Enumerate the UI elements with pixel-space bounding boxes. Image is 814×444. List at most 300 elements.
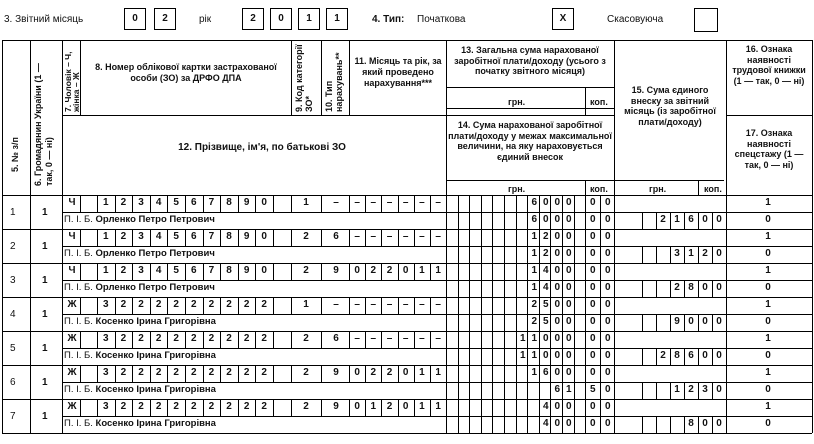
special-experience-flag[interactable]: 0 — [765, 384, 771, 395]
total-sum-digit[interactable]: 0 — [589, 197, 596, 208]
id-digit-cell[interactable]: 2 — [120, 401, 127, 412]
id-digit-cell[interactable]: 2 — [226, 299, 232, 310]
type-initial-checkbox[interactable]: X — [552, 8, 574, 30]
contribution-digit[interactable]: 1 — [674, 384, 680, 395]
sex-cell[interactable]: Ч — [68, 265, 76, 276]
contribution-digit[interactable]: 0 — [702, 282, 708, 293]
contribution-digit[interactable]: 8 — [674, 350, 680, 361]
capped-sum-digit[interactable]: 0 — [554, 214, 561, 225]
total-sum-digit[interactable]: 0 — [589, 367, 596, 378]
fio-cell[interactable] — [64, 315, 216, 329]
id-digit-cell[interactable]: 6 — [191, 197, 197, 208]
total-sum-digit[interactable]: 0 — [565, 367, 572, 378]
total-sum-digit[interactable]: 1 — [531, 231, 538, 242]
total-sum-digit[interactable]: 0 — [554, 367, 561, 378]
total-sum-digit[interactable]: 0 — [565, 265, 572, 276]
capped-sum-digit[interactable]: 0 — [604, 316, 611, 327]
id-digit-cell[interactable]: 2 — [155, 401, 162, 412]
header-8: 8. Номер облікової картки застрахованої особи (ЗО) за ДРФО ДПА — [95, 62, 277, 83]
id-digit-cell[interactable]: 0 — [261, 265, 267, 276]
total-sum-digit[interactable]: 4 — [542, 265, 549, 276]
period-digit-cell[interactable]: – — [370, 197, 377, 208]
contribution-digit[interactable]: 9 — [674, 316, 680, 327]
total-sum-digit[interactable]: 5 — [542, 299, 549, 310]
contribution-digit[interactable]: 0 — [716, 384, 722, 395]
period-digit-cell[interactable]: – — [435, 231, 441, 242]
accrual-type-cell[interactable]: – — [333, 197, 339, 208]
capped-sum-digit[interactable]: 0 — [554, 350, 561, 361]
citizen-flag[interactable]: 1 — [42, 275, 48, 286]
capped-sum-digit[interactable]: 5 — [542, 316, 549, 327]
total-sum-digit[interactable]: 0 — [604, 299, 611, 310]
id-digit-cell[interactable]: 7 — [208, 265, 215, 276]
capped-sum-digit[interactable]: 0 — [604, 214, 611, 225]
category-cell[interactable]: 1 — [303, 197, 309, 208]
cell-line — [80, 195, 81, 212]
period-digit-cell[interactable]: – — [354, 197, 360, 208]
special-experience-flag[interactable]: 0 — [765, 350, 771, 361]
id-digit-cell[interactable]: 2 — [138, 401, 144, 412]
full-name: Орленко Петро Петрович — [95, 282, 215, 293]
period-digit-cell[interactable]: – — [435, 333, 441, 344]
id-digit-cell[interactable]: 2 — [261, 401, 267, 412]
id-digit-cell[interactable]: 2 — [243, 401, 250, 412]
contribution-digit[interactable]: 2 — [688, 384, 694, 395]
fio-cell[interactable] — [64, 417, 216, 431]
id-digit-cell[interactable]: 2 — [261, 367, 267, 378]
category-cell[interactable]: 2 — [303, 265, 309, 276]
special-experience-flag[interactable]: 0 — [765, 316, 771, 327]
period-digit-cell[interactable]: – — [419, 299, 425, 310]
contribution-digit[interactable]: 3 — [674, 248, 680, 259]
id-digit-cell[interactable]: 2 — [155, 333, 162, 344]
period-digit-cell[interactable]: – — [386, 333, 393, 344]
sex-cell[interactable]: Ж — [67, 299, 77, 310]
capped-sum-digit[interactable]: 0 — [554, 248, 561, 259]
id-digit-cell[interactable]: 3 — [103, 367, 109, 378]
capped-sum-digit[interactable]: 0 — [589, 248, 596, 259]
capped-sum-digit[interactable]: 0 — [554, 282, 561, 293]
capped-sum-digit[interactable]: 0 — [565, 282, 572, 293]
period-digit-cell[interactable]: – — [386, 299, 393, 310]
fio-cell[interactable] — [64, 213, 215, 227]
total-sum-digit[interactable]: 0 — [565, 197, 572, 208]
id-digit-cell[interactable]: 1 — [103, 231, 109, 242]
period-digit-cell[interactable]: 2 — [386, 367, 393, 378]
total-sum-digit[interactable]: 6 — [542, 367, 549, 378]
period-digit-cell[interactable]: 0 — [402, 367, 409, 378]
total-sum-digit[interactable]: 0 — [565, 299, 572, 310]
id-digit-cell[interactable]: 2 — [120, 197, 127, 208]
contribution-digit[interactable]: 2 — [674, 282, 680, 293]
id-digit-cell[interactable]: 2 — [120, 299, 127, 310]
id-digit-cell[interactable]: 2 — [243, 299, 250, 310]
id-digit-cell[interactable]: 4 — [155, 197, 162, 208]
capped-sum-digit[interactable]: 2 — [531, 316, 538, 327]
type-initial-label: Початкова — [417, 14, 466, 25]
period-digit-cell[interactable]: – — [370, 231, 377, 242]
row-number: 6 — [10, 377, 16, 388]
citizen-flag[interactable]: 1 — [42, 411, 48, 422]
period-digit-cell[interactable]: 0 — [354, 367, 360, 378]
capped-sum-digit[interactable]: 1 — [531, 248, 538, 259]
period-digit-cell[interactable]: 0 — [354, 401, 360, 412]
total-sum-digit[interactable]: 0 — [589, 333, 596, 344]
capped-sum-digit[interactable]: 5 — [589, 384, 596, 395]
capped-sum-digit[interactable]: 0 — [565, 248, 572, 259]
period-digit-cell[interactable]: – — [402, 333, 409, 344]
total-sum-digit[interactable]: 1 — [531, 367, 538, 378]
total-sum-digit[interactable]: 0 — [554, 401, 561, 412]
period-digit-cell[interactable]: 2 — [370, 265, 377, 276]
id-digit-cell[interactable]: 2 — [120, 265, 127, 276]
id-digit-cell[interactable]: 7 — [208, 231, 215, 242]
capped-sum-digit[interactable]: 1 — [519, 350, 526, 361]
header-10: 10. Тип нарахувань** — [324, 52, 344, 112]
capped-sum-digit[interactable]: 0 — [542, 350, 549, 361]
category-cell[interactable]: 2 — [303, 333, 309, 344]
total-sum-digit[interactable]: 0 — [604, 333, 611, 344]
year-digit-4[interactable]: 1 — [326, 8, 348, 30]
special-experience-flag[interactable]: 0 — [765, 248, 771, 259]
contribution-digit[interactable]: 1 — [688, 248, 694, 259]
fio-cell[interactable] — [64, 383, 216, 397]
citizen-flag[interactable]: 1 — [42, 343, 48, 354]
cell-line — [469, 195, 470, 229]
id-digit-cell[interactable]: 2 — [208, 333, 215, 344]
capped-sum-digit[interactable]: 6 — [531, 214, 538, 225]
id-digit-cell[interactable]: 8 — [226, 265, 232, 276]
id-digit-cell[interactable]: 2 — [173, 367, 179, 378]
contribution-digit[interactable]: 6 — [688, 214, 694, 225]
period-digit-cell[interactable]: 0 — [402, 401, 409, 412]
period-digit-cell[interactable]: 1 — [419, 401, 425, 412]
period-digit-cell[interactable]: – — [419, 231, 425, 242]
contribution-digit[interactable]: 0 — [702, 316, 708, 327]
category-cell[interactable]: 2 — [303, 231, 309, 242]
id-digit-cell[interactable]: 6 — [191, 265, 197, 276]
capped-sum-digit[interactable]: 0 — [565, 316, 572, 327]
id-digit-cell[interactable]: 2 — [243, 367, 250, 378]
capped-sum-digit[interactable]: 0 — [589, 316, 596, 327]
period-digit-cell[interactable]: – — [402, 231, 409, 242]
total-sum-digit[interactable]: 6 — [531, 197, 538, 208]
row-number: 1 — [10, 207, 16, 218]
capped-sum-digit[interactable]: 2 — [542, 248, 549, 259]
category-cell[interactable]: 1 — [303, 299, 309, 310]
total-sum-digit[interactable]: 0 — [604, 231, 611, 242]
total-sum-digit[interactable]: 0 — [589, 231, 596, 242]
capped-sum-digit[interactable]: 0 — [589, 214, 596, 225]
contribution-digit[interactable]: 0 — [702, 350, 708, 361]
period-digit-cell[interactable]: 1 — [435, 401, 441, 412]
period-digit-cell[interactable]: – — [435, 299, 441, 310]
id-digit-cell[interactable]: 5 — [173, 265, 179, 276]
period-digit-cell[interactable]: – — [419, 333, 425, 344]
id-digit-cell[interactable]: 2 — [208, 367, 215, 378]
total-sum-digit[interactable]: 2 — [531, 299, 538, 310]
total-sum-digit[interactable]: 0 — [565, 231, 572, 242]
contribution-digit[interactable]: 6 — [688, 350, 694, 361]
id-digit-cell[interactable]: 3 — [138, 197, 144, 208]
total-sum-digit[interactable]: 0 — [604, 401, 611, 412]
sex-cell[interactable]: Ж — [67, 333, 77, 344]
total-sum-digit[interactable]: 0 — [554, 299, 561, 310]
id-digit-cell[interactable]: 2 — [208, 299, 215, 310]
contribution-digit[interactable]: 8 — [688, 418, 694, 429]
id-digit-cell[interactable]: 2 — [173, 401, 179, 412]
id-digit-cell[interactable]: 2 — [226, 401, 232, 412]
period-digit-cell[interactable]: – — [354, 299, 360, 310]
period-digit-cell[interactable]: 1 — [370, 401, 377, 412]
id-digit-cell[interactable]: 2 — [191, 367, 197, 378]
capped-sum-digit[interactable]: 0 — [589, 350, 596, 361]
total-sum-digit[interactable]: 0 — [554, 197, 561, 208]
capped-sum-digit[interactable]: 6 — [554, 384, 561, 395]
contribution-digit[interactable]: 0 — [702, 214, 708, 225]
id-digit-cell[interactable]: 2 — [261, 299, 267, 310]
month-digit-1[interactable]: 0 — [124, 8, 146, 30]
work-book-flag[interactable]: 1 — [765, 333, 771, 344]
capped-sum-digit[interactable]: 0 — [604, 282, 611, 293]
accrual-type-cell[interactable]: 9 — [333, 401, 339, 412]
citizen-flag[interactable]: 1 — [42, 241, 48, 252]
citizen-flag[interactable]: 1 — [42, 377, 48, 388]
type-cancel-checkbox[interactable] — [694, 8, 718, 32]
sex-cell[interactable]: Ч — [68, 197, 76, 208]
id-digit-cell[interactable]: 3 — [138, 231, 144, 242]
id-digit-cell[interactable]: 2 — [243, 333, 250, 344]
id-digit-cell[interactable]: 2 — [173, 299, 179, 310]
sex-cell[interactable]: Ж — [67, 367, 77, 378]
total-sum-digit[interactable]: 1 — [531, 333, 538, 344]
capped-sum-digit[interactable]: 4 — [542, 282, 549, 293]
total-sum-digit[interactable]: 0 — [565, 333, 572, 344]
id-digit-cell[interactable]: 2 — [191, 333, 197, 344]
total-sum-digit[interactable]: 0 — [554, 265, 561, 276]
work-book-flag[interactable]: 1 — [765, 367, 771, 378]
capped-sum-digit[interactable]: 1 — [531, 282, 538, 293]
id-digit-cell[interactable]: 3 — [103, 333, 109, 344]
contribution-digit[interactable]: 0 — [716, 214, 722, 225]
capped-sum-digit[interactable]: 4 — [542, 418, 549, 429]
id-digit-cell[interactable]: 2 — [226, 333, 232, 344]
total-sum-digit[interactable]: 0 — [554, 333, 561, 344]
capped-sum-digit[interactable]: 0 — [554, 316, 561, 327]
year-digit-3[interactable]: 1 — [298, 8, 320, 30]
period-digit-cell[interactable]: – — [419, 197, 425, 208]
id-digit-cell[interactable]: 1 — [103, 265, 109, 276]
id-digit-cell[interactable]: 2 — [120, 367, 127, 378]
id-digit-cell[interactable]: 2 — [191, 299, 197, 310]
accrual-type-cell[interactable]: 9 — [333, 367, 339, 378]
total-sum-digit[interactable]: 0 — [604, 367, 611, 378]
header-9: 9. Код категорії ЗО* — [294, 44, 314, 112]
id-digit-cell[interactable]: 3 — [138, 265, 144, 276]
period-digit-cell[interactable]: – — [435, 197, 441, 208]
capped-sum-digit[interactable]: 1 — [565, 384, 572, 395]
sex-cell[interactable]: Ч — [68, 231, 76, 242]
id-digit-cell[interactable]: 5 — [173, 197, 179, 208]
sex-cell[interactable]: Ж — [67, 401, 77, 412]
total-sum-digit[interactable]: 0 — [604, 197, 611, 208]
contribution-digit[interactable]: 2 — [702, 248, 708, 259]
period-digit-cell[interactable]: 1 — [419, 367, 425, 378]
id-digit-cell[interactable]: 7 — [208, 197, 215, 208]
accrual-type-cell[interactable]: 6 — [333, 231, 339, 242]
id-digit-cell[interactable]: 2 — [261, 333, 267, 344]
id-digit-cell[interactable]: 9 — [243, 265, 250, 276]
citizen-flag[interactable]: 1 — [42, 309, 48, 320]
id-digit-cell[interactable]: 2 — [138, 299, 144, 310]
id-digit-cell[interactable]: 9 — [243, 231, 250, 242]
id-digit-cell[interactable]: 0 — [261, 197, 267, 208]
total-sum-digit[interactable]: 1 — [519, 333, 526, 344]
total-sum-digit[interactable]: 0 — [589, 401, 596, 412]
id-digit-cell[interactable]: 2 — [208, 401, 215, 412]
id-digit-cell[interactable]: 8 — [226, 231, 232, 242]
special-experience-flag[interactable]: 0 — [765, 214, 771, 225]
total-sum-digit[interactable]: 4 — [542, 401, 549, 412]
total-sum-digit[interactable]: 0 — [554, 231, 561, 242]
header-14-grn: грн. — [508, 184, 526, 194]
total-sum-digit[interactable]: 1 — [531, 265, 538, 276]
id-digit-cell[interactable]: 5 — [173, 231, 179, 242]
id-digit-cell[interactable]: 2 — [155, 299, 162, 310]
period-digit-cell[interactable]: 2 — [370, 367, 377, 378]
period-digit-cell[interactable]: – — [386, 231, 393, 242]
id-digit-cell[interactable]: 2 — [138, 367, 144, 378]
capped-sum-digit[interactable]: 0 — [589, 418, 596, 429]
contribution-digit[interactable]: 0 — [716, 248, 722, 259]
contribution-digit[interactable]: 0 — [688, 316, 694, 327]
cell-line — [642, 246, 643, 263]
period-digit-cell[interactable]: – — [370, 333, 377, 344]
capped-sum-digit[interactable]: 0 — [604, 418, 611, 429]
id-digit-cell[interactable]: 1 — [103, 197, 109, 208]
cell-line — [492, 297, 493, 331]
id-digit-cell[interactable]: 3 — [103, 299, 109, 310]
id-digit-cell[interactable]: 2 — [138, 333, 144, 344]
contribution-digit[interactable]: 0 — [716, 418, 722, 429]
id-digit-cell[interactable]: 2 — [120, 333, 127, 344]
period-digit-cell[interactable]: 2 — [386, 401, 393, 412]
total-sum-digit[interactable]: 0 — [589, 265, 596, 276]
cell-line — [504, 331, 505, 365]
capped-sum-digit[interactable]: 1 — [531, 350, 538, 361]
capped-sum-digit[interactable]: 0 — [565, 350, 572, 361]
id-digit-cell[interactable]: 2 — [120, 231, 127, 242]
accrual-type-cell[interactable]: 9 — [333, 265, 339, 276]
header-7: 7. Чоловік – Ч, жінка – Ж — [63, 51, 81, 112]
id-digit-cell[interactable]: 3 — [103, 401, 109, 412]
year-digit-1[interactable]: 2 — [242, 8, 264, 30]
period-digit-cell[interactable]: 0 — [402, 265, 409, 276]
year-digit-2[interactable]: 0 — [270, 8, 292, 30]
period-digit-cell[interactable]: – — [354, 333, 360, 344]
id-digit-cell[interactable]: 2 — [155, 367, 162, 378]
period-digit-cell[interactable]: – — [354, 231, 360, 242]
contribution-digit[interactable]: 2 — [660, 214, 666, 225]
capped-sum-digit[interactable]: 0 — [554, 418, 561, 429]
period-digit-cell[interactable]: – — [402, 197, 409, 208]
special-experience-flag[interactable]: 0 — [765, 418, 771, 429]
work-book-flag[interactable]: 1 — [765, 265, 771, 276]
period-digit-cell[interactable]: 1 — [435, 367, 441, 378]
special-experience-flag[interactable]: 0 — [765, 282, 771, 293]
work-book-flag[interactable]: 1 — [765, 231, 771, 242]
category-cell[interactable]: 2 — [303, 401, 309, 412]
contribution-digit[interactable]: 0 — [716, 316, 722, 327]
category-cell[interactable]: 2 — [303, 367, 309, 378]
accrual-type-cell[interactable]: – — [333, 299, 339, 310]
month-digit-2[interactable]: 2 — [154, 8, 176, 30]
capped-sum-digit[interactable]: 0 — [565, 418, 572, 429]
cell-line — [642, 314, 643, 331]
contribution-digit[interactable]: 0 — [716, 350, 722, 361]
work-book-flag[interactable]: 1 — [765, 197, 771, 208]
fio-cell[interactable] — [64, 281, 215, 295]
cell-line — [273, 195, 274, 212]
contribution-digit[interactable]: 1 — [674, 214, 680, 225]
period-digit-cell[interactable]: – — [386, 197, 393, 208]
period-digit-cell[interactable]: – — [370, 299, 377, 310]
contribution-digit[interactable]: 0 — [716, 282, 722, 293]
cell-line — [291, 229, 292, 246]
period-digit-cell[interactable]: 1 — [435, 265, 441, 276]
id-digit-cell[interactable]: 2 — [173, 333, 179, 344]
contribution-digit[interactable]: 8 — [688, 282, 694, 293]
capped-sum-digit[interactable]: 0 — [589, 282, 596, 293]
cell-line — [656, 280, 657, 297]
period-digit-cell[interactable]: 2 — [386, 265, 393, 276]
capped-sum-digit[interactable]: 0 — [604, 384, 611, 395]
id-digit-cell[interactable]: 8 — [226, 197, 232, 208]
total-sum-digit[interactable]: 0 — [565, 401, 572, 412]
work-book-flag[interactable]: 1 — [765, 299, 771, 310]
contribution-digit[interactable]: 3 — [702, 384, 708, 395]
capped-sum-digit[interactable]: 0 — [604, 248, 611, 259]
capped-sum-digit[interactable]: 0 — [565, 214, 572, 225]
total-sum-digit[interactable]: 0 — [542, 333, 549, 344]
citizen-flag[interactable]: 1 — [42, 207, 48, 218]
id-digit-cell[interactable]: 2 — [191, 401, 197, 412]
cell-line — [492, 399, 493, 433]
id-digit-cell[interactable]: 9 — [243, 197, 250, 208]
header-6: 6. Громадянин України (1 — так, 0 — ні) — [33, 63, 54, 186]
total-sum-digit[interactable]: 0 — [589, 299, 596, 310]
period-digit-cell[interactable]: 0 — [354, 265, 360, 276]
total-sum-digit[interactable]: 0 — [542, 197, 549, 208]
total-sum-digit[interactable]: 2 — [542, 231, 549, 242]
id-digit-cell[interactable]: 4 — [155, 231, 162, 242]
total-sum-digit[interactable]: 0 — [604, 265, 611, 276]
work-book-flag[interactable]: 1 — [765, 401, 771, 412]
fio-cell[interactable] — [64, 247, 215, 261]
contribution-digit[interactable]: 0 — [702, 418, 708, 429]
fio-cell[interactable] — [64, 349, 216, 363]
id-digit-cell[interactable]: 0 — [261, 231, 267, 242]
capped-sum-digit[interactable]: 0 — [604, 350, 611, 361]
contribution-digit[interactable]: 2 — [660, 350, 666, 361]
id-digit-cell[interactable]: 4 — [155, 265, 162, 276]
id-digit-cell[interactable]: 2 — [226, 367, 232, 378]
period-digit-cell[interactable]: – — [402, 299, 409, 310]
id-digit-cell[interactable]: 6 — [191, 231, 197, 242]
capped-sum-digit[interactable]: 0 — [542, 214, 549, 225]
period-digit-cell[interactable]: 1 — [419, 265, 425, 276]
accrual-type-cell[interactable]: 6 — [333, 333, 339, 344]
